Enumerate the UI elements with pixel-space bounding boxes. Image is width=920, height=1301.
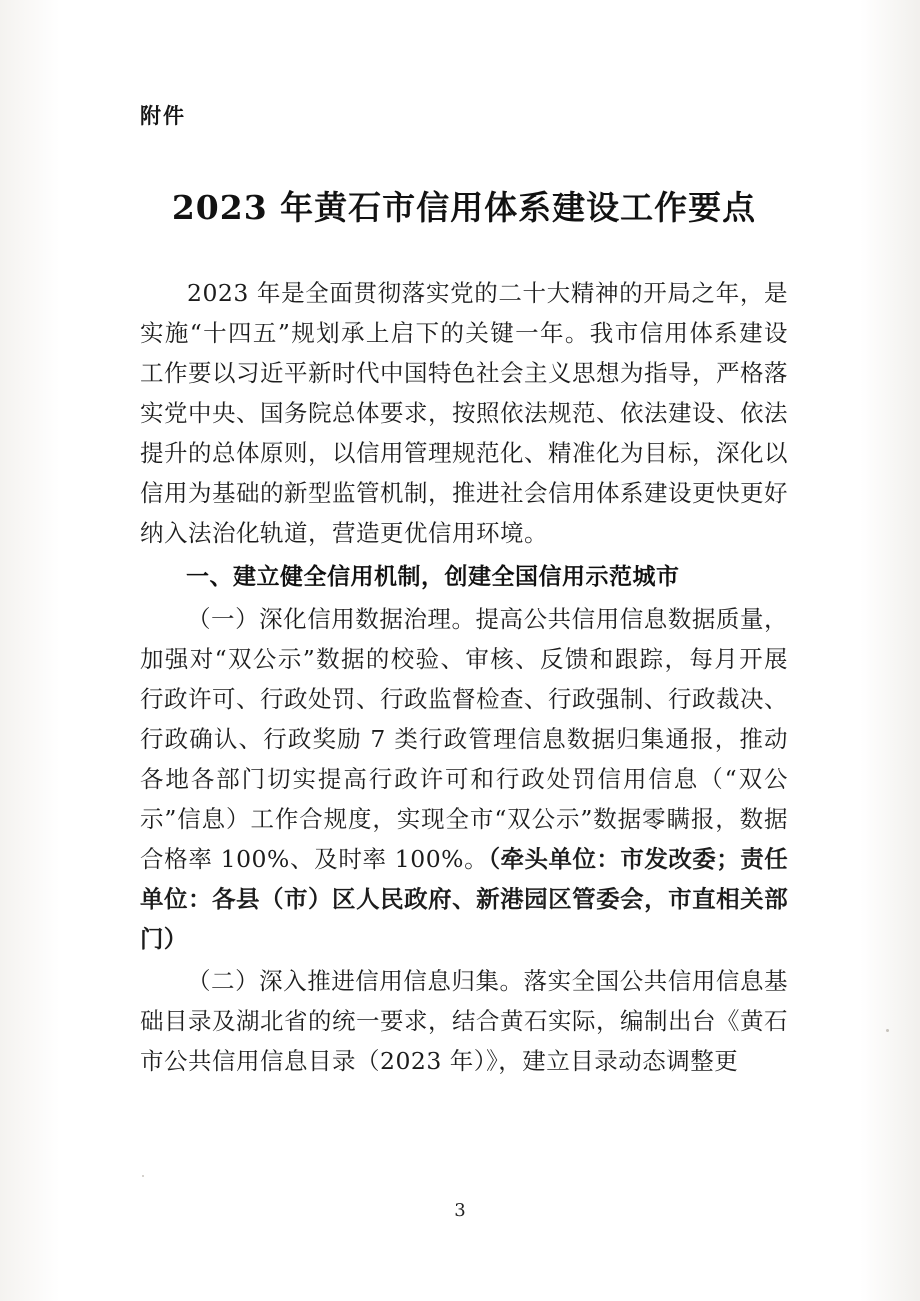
paragraph-intro: 2023 年是全面贯彻落实党的二十大精神的开局之年，是实施“十四五”规划承上启下的关键一年。我市信用体系建设工作要以习近平新时代中国特色社会主义思想为指导，严格落实党中央、国务院总体要求，按照依法规范、依法建设、依法提升的总体原则，以信用管理规范化、精准化为目标，深化以信用为基础的新型监管机制，推进社会信用体系建设更快更好纳入法治化轨道，营造更优信用环境。 bbox=[140, 279, 788, 547]
scan-speck bbox=[142, 1175, 144, 1177]
attachment-label: 附件 bbox=[140, 104, 186, 128]
section-heading-1: 一、建立健全信用机制，创建全国信用示范城市 bbox=[186, 564, 680, 590]
paragraph-item-1-normal: （一）深化信用数据治理。提高公共信用信息数据质量，加强对“双公示”数据的校验、审核、反馈和跟踪，每月开展行政许可、行政处罚、行政监督检查、行政强制、行政裁决、行政确认、行政奖励 7 类行政管理信息数据归集通报，推动各地各部门切实提高行政许可和行政处罚信用信息（“双公示”信息）工作合规度，实现全市“双公示”数据零瞒报，数据合格率 100%、及时率 100%。 bbox=[140, 605, 788, 873]
paragraph-item-1-responsible-units: （牵头单位：市发改委；责任单位：各县（市）区人民政府、新港园区管委会，市直相关部门） bbox=[140, 845, 788, 953]
document-body bbox=[140, 100, 788, 1083]
page-number: 3 bbox=[454, 1200, 466, 1221]
scan-speck bbox=[886, 1029, 889, 1032]
page-title: 2023 年黄石市信用体系建设工作要点 bbox=[171, 188, 757, 227]
paragraph-item-1 bbox=[140, 599, 788, 959]
paragraph-item-2: （二）深入推进信用信息归集。落实全国公共信用信息基础目录及湖北省的统一要求，结合黄石实际，编制出台《黄石市公共信用信息目录（2023 年）》，建立目录动态调整更 bbox=[140, 967, 788, 1075]
